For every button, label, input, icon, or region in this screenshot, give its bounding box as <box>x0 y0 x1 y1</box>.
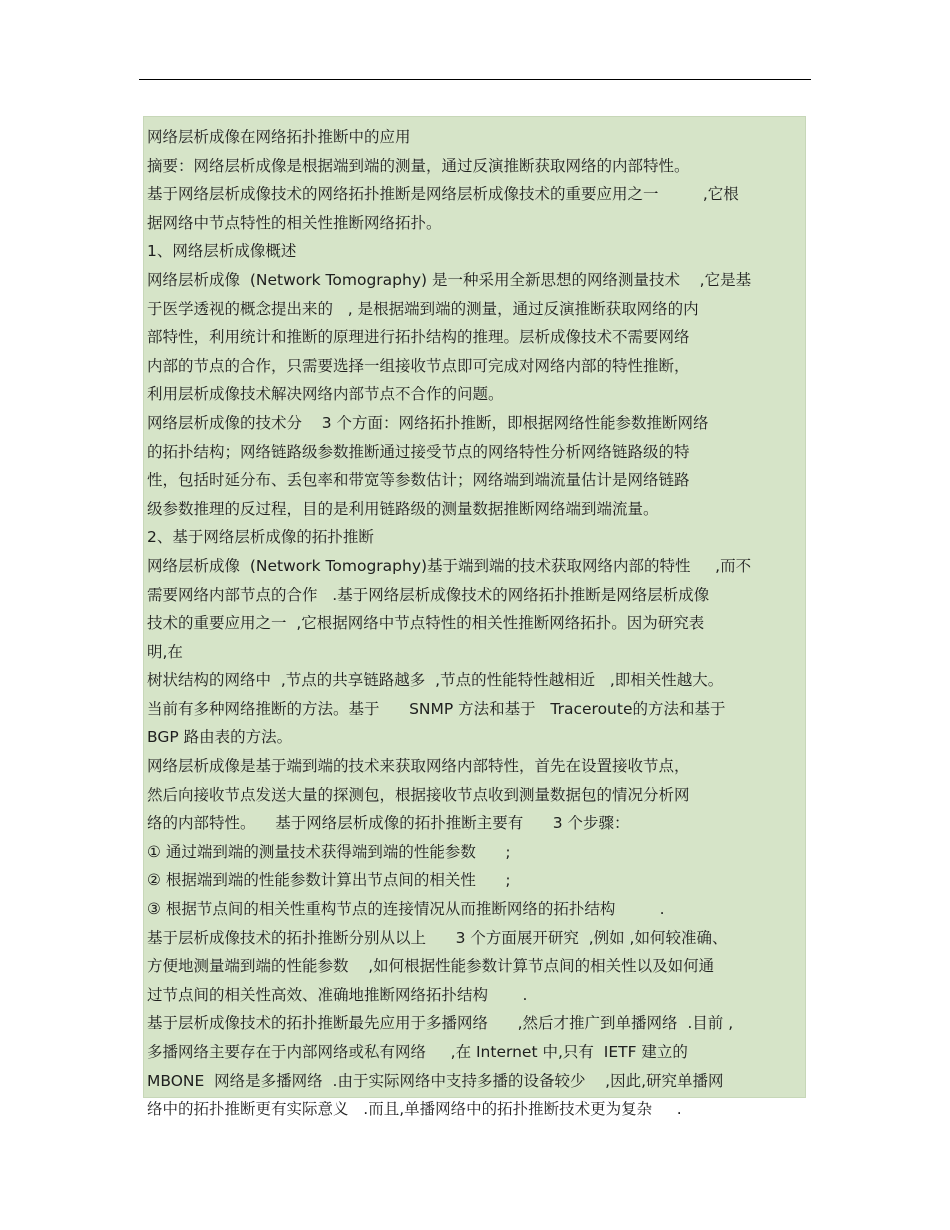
text-line: 过节点间的相关性高效、准确地推断网络拓扑结构 . <box>147 985 528 1004</box>
text-line: 网络层析成像是基于端到端的技术来获取网络内部特性，首先在设置接收节点， <box>147 757 690 776</box>
text-line: ③ 根据节点间的相关性重构节点的连接情况从而推断网络的拓扑结构 . <box>147 900 665 919</box>
text-line: 1、网络层析成像概述 <box>147 242 297 261</box>
text-line: 然后向接收节点发送大量的探测包，根据接收节点收到测量数据包的情况分析网 <box>147 785 690 804</box>
text-line: 需要网络内部节点的合作 .基于网络层析成像技术的网络拓扑推断是网络层析成像 <box>147 585 710 604</box>
text-line: 基于层析成像技术的拓扑推断分别从以上 3 个方面展开研究 ,例如 ,如何较准确、 <box>147 928 728 947</box>
text-line: 性，包括时延分布、丢包率和带宽等参数估计；网络端到端流量估计是网络链路 <box>147 471 690 490</box>
header-rule <box>139 79 811 80</box>
text-line: 明,在 <box>147 642 183 661</box>
text-line: 利用层析成像技术解决网络内部节点不合作的问题。 <box>147 385 504 404</box>
text-line: 级参数推理的反过程，目的是利用链路级的测量数据推断网络端到端流量。 <box>147 499 659 518</box>
text-line: 技术的重要应用之一 ,它根据网络中节点特性的相关性推断网络拓扑。因为研究表 <box>147 614 705 633</box>
text-line: 络中的拓扑推断更有实际意义 .而且,单播网络中的拓扑推断技术更为复杂 . <box>147 1100 682 1119</box>
text-line: 部特性，利用统计和推断的原理进行拓扑结构的推理。层析成像技术不需要网络 <box>147 328 690 347</box>
text-line: 方便地测量端到端的性能参数 ,如何根据性能参数计算节点间的相关性以及如何通 <box>147 957 715 976</box>
text-line: 摘要：网络层析成像是根据端到端的测量，通过反演推断获取网络的内部特性。 <box>147 156 690 175</box>
text-line: ① 通过端到端的测量技术获得端到端的性能参数 ; <box>147 842 511 861</box>
text-line: 基于层析成像技术的拓扑推断最先应用于多播网络 ,然后才推广到单播网络 .目前 , <box>147 1014 734 1033</box>
text-line: 2、基于网络层析成像的拓扑推断 <box>147 528 374 547</box>
text-line: 据网络中节点特性的相关性推断网络拓扑。 <box>147 213 442 232</box>
text-line: 内部的节点的合作，只需要选择一组接收节点即可完成对网络内部的特性推断， <box>147 356 690 375</box>
text-line: 网络层析成像的技术分 3 个方面：网络拓扑推断，即根据网络性能参数推断网络 <box>147 413 709 432</box>
text-line: 网络层析成像在网络拓扑推断中的应用 <box>147 128 411 146</box>
text-line: 络的内部特性。 基于网络层析成像的拓扑推断主要有 3 个步骤： <box>147 814 630 833</box>
text-line: 基于网络层析成像技术的网络拓扑推断是网络层析成像技术的重要应用之一 ,它根 <box>147 185 739 204</box>
text-line: MBONE 网络是多播网络 .由于实际网络中支持多播的设备较少 ,因此,研究单播网 <box>147 1071 724 1090</box>
text-line: 网络层析成像 (Network Tomography)基于端到端的技术获取网络内部的特性 ,而不 <box>147 556 752 575</box>
text-line: 网络层析成像 (Network Tomography) 是一种采用全新思想的网络测量技术 ,它是基 <box>147 270 752 289</box>
text-line: 的拓扑结构；网络链路级参数推断通过接受节点的网络特性分析网络链路级的特 <box>147 442 690 461</box>
text-line: ② 根据端到端的性能参数计算出节点间的相关性 ; <box>147 871 511 890</box>
text-line: 于医学透视的概念提出来的 , 是根据端到端的测量，通过反演推断获取网络的内 <box>147 299 699 318</box>
document-body <box>143 116 806 1119</box>
text-line: 当前有多种网络推断的方法。基于 SNMP 方法和基于 Traceroute的方法和基于 <box>147 699 726 718</box>
text-line: BGP 路由表的方法。 <box>147 728 293 747</box>
text-lines <box>147 123 807 1124</box>
text-line: 多播网络主要存在于内部网络或私有网络 ,在 Internet 中,只有 IETF 建立的 <box>147 1043 688 1061</box>
text-line: 树状结构的网络中 ,节点的共享链路越多 ,节点的性能特性越相近 ,即相关性越大。 <box>147 671 724 690</box>
